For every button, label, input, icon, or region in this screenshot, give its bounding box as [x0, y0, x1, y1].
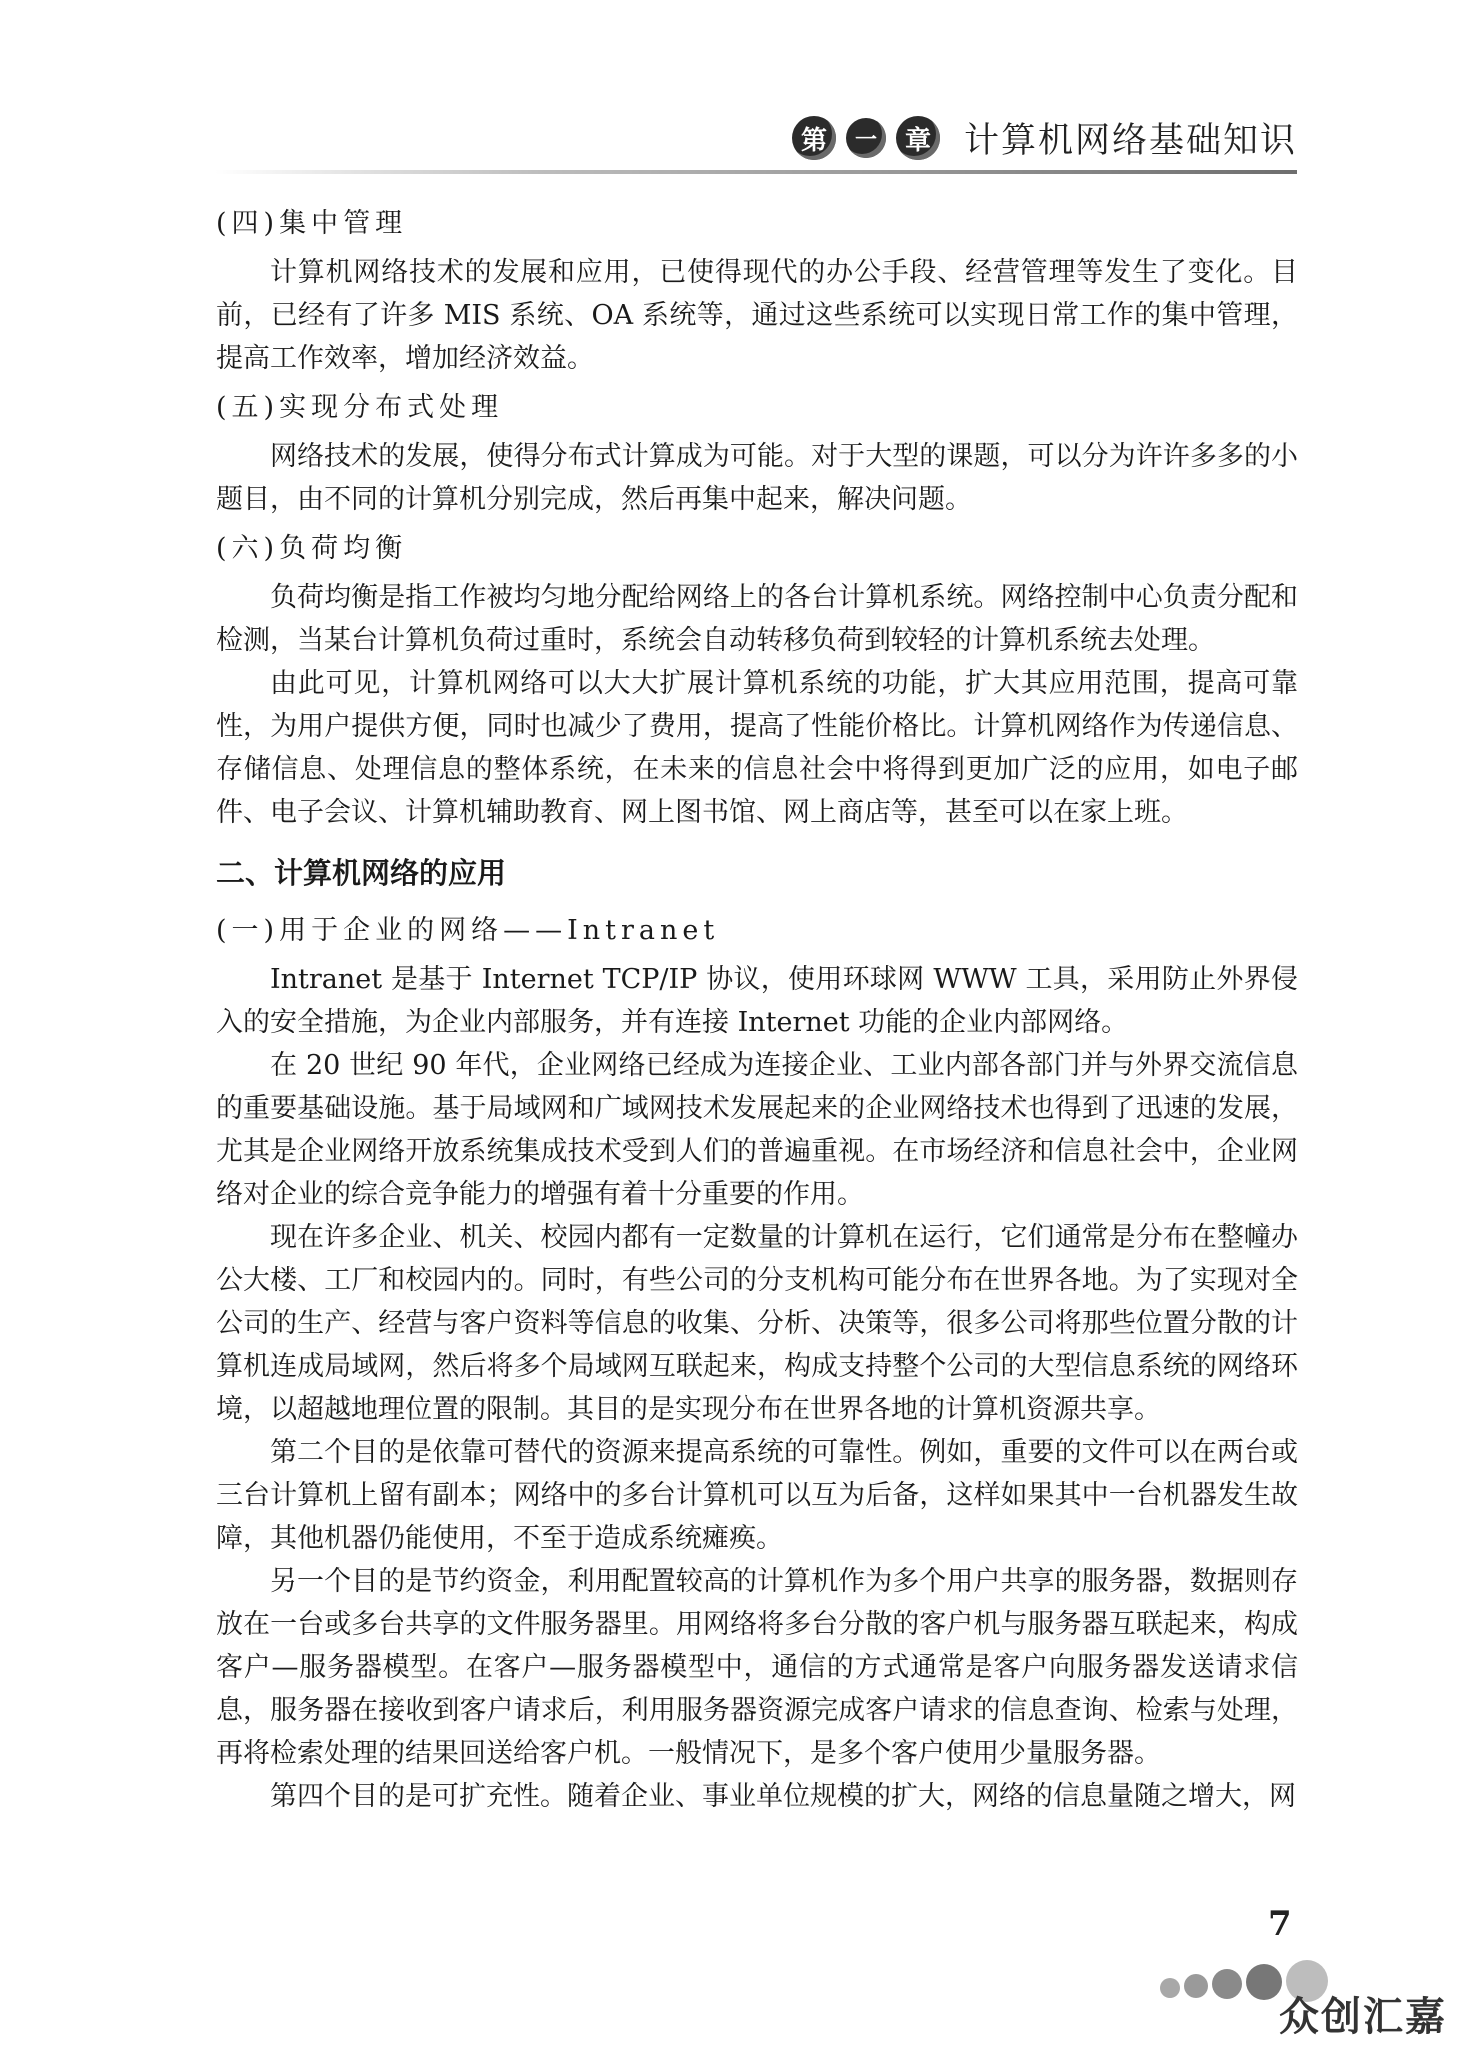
dot-icon	[1212, 1969, 1242, 1999]
paragraph: 另一个目的是节约资金，利用配置较高的计算机作为多个用户共享的服务器，数据则存放在一台或多台共享的文件服务器里。用网络将多台分散的客户机与服务器互联起来，构成客户—服务器模型。在客户—服务器模型中，通信的方式通常是客户向服务器发送请求信息，服务器在接收到客户请求后，利用服务器资源完成客户请求的信息查询、检索与处理，再将检索处理的结果回送给客户机。一般情况下，是多个客户使用少量服务器。	[216, 1566, 1298, 1769]
chapter-chip-zhang: 章	[896, 116, 940, 160]
chapter-chip-di: 第	[792, 116, 836, 160]
page-body	[216, 196, 1298, 1818]
chapter-chip-number: 一	[846, 118, 886, 158]
paragraph: 网络技术的发展，使得分布式计算成为可能。对于大型的课题，可以分为许许多多的小题目，由不同的计算机分别完成，然后再集中起来，解决问题。	[216, 441, 1298, 515]
chapter-header	[792, 112, 1297, 164]
paragraph: 第四个目的是可扩充性。随着企业、事业单位规模的扩大，网络的信息量随之增大，网	[270, 1781, 1296, 1812]
paragraph: 负荷均衡是指工作被均匀地分配给网络上的各台计算机系统。网络控制中心负责分配和检测，当某台计算机负荷过重时，系统会自动转移负荷到较轻的计算机系统去处理。	[216, 582, 1298, 656]
chapter-title: 计算机网络基础知识	[963, 121, 1297, 161]
paragraph: 在 20 世纪 90 年代，企业网络已经成为连接企业、工业内部各部门并与外界交流信息的重要基础设施。基于局域网和广域网技术发展起来的企业网络技术也得到了迅速的发展，尤其是企业网络开放系统集成技术受到人们的普遍重视。在市场经济和信息社会中，企业网络对企业的综合竞争能力的增强有着十分重要的作用。	[216, 1050, 1298, 1210]
watermark-logo: 众创汇嘉	[1279, 1994, 1447, 2040]
paragraph: 由此可见，计算机网络可以大大扩展计算机系统的功能，扩大其应用范围，提高可靠性，为用户提供方便，同时也减少了费用，提高了性能价格比。计算机网络作为传递信息、存储信息、处理信息的整体系统，在未来的信息社会中将得到更加广泛的应用，如电子邮件、电子会议、计算机辅助教育、网上图书馆、网上商店等，甚至可以在家上班。	[216, 668, 1298, 828]
dot-icon	[1160, 1978, 1180, 1998]
paragraph: 现在许多企业、机关、校园内都有一定数量的计算机在运行，它们通常是分布在整幢办公大楼、工厂和校园内的。同时，有些公司的分支机构可能分布在世界各地。为了实现对全公司的生产、经营与客户资料等信息的收集、分析、决策等，很多公司将那些位置分散的计算机连成局域网，然后将多个局域网互联起来，构成支持整个公司的大型信息系统的网络环境，以超越地理位置的限制。其目的是实现分布在世界各地的计算机资源共享。	[216, 1222, 1298, 1425]
page-number: 7	[1268, 1904, 1292, 1944]
subheading-centralized-management: (四)集中管理	[216, 208, 408, 239]
paragraph: 第二个目的是依靠可替代的资源来提高系统的可靠性。例如，重要的文件可以在两台或三台计算机上留有副本；网络中的多台计算机可以互为后备，这样如果其中一台机器发生故障，其他机器仍能使用，不至于造成系统瘫痪。	[216, 1437, 1298, 1554]
dot-icon	[1184, 1974, 1208, 1998]
header-divider	[215, 170, 1297, 174]
paragraph: Intranet 是基于 Internet TCP/IP 协议，使用环球网 WWW 工具，采用防止外界侵入的安全措施，为企业内部服务，并有连接 Internet 功能的企业内部网络。	[216, 964, 1298, 1038]
dot-icon	[1246, 1964, 1282, 2000]
subheading-distributed-processing: (五)实现分布式处理	[216, 392, 504, 423]
subheading-intranet: (一)用于企业的网络——Intranet	[216, 915, 720, 946]
paragraph: 计算机网络技术的发展和应用，已使得现代的办公手段、经营管理等发生了变化。目前，已经有了许多 MIS 系统、OA 系统等，通过这些系统可以实现日常工作的集中管理，提高工作效率，增加经济效益。	[216, 257, 1298, 374]
subheading-load-balancing: (六)负荷均衡	[216, 533, 408, 564]
section-heading-applications: 二、计算机网络的应用	[216, 856, 507, 890]
